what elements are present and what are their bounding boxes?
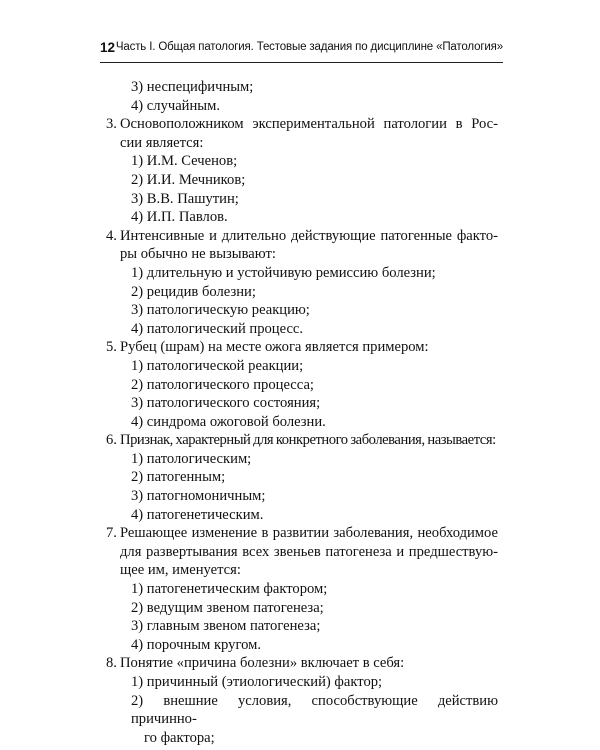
question-text-line: Решающее изменение в развитии заболевания, необходимое [120, 525, 498, 542]
option-item: 2) патогенным; [131, 469, 226, 486]
option-item [106, 692, 498, 729]
option-item: 2) рецидив болезни; [131, 283, 256, 300]
option-item: 1) патогенетическим фактором; [131, 581, 328, 598]
question-3 [106, 115, 498, 152]
option-item: 3) патологическую реакцию; [131, 302, 310, 319]
question-text-line: Основоположником экспериментальной патологии в Рос- [120, 116, 498, 133]
option-item: 3) главным звеном патогенеза; [131, 618, 321, 635]
question-text-line: ры обычно не вызывают: [120, 246, 276, 263]
option-item: 2) патологического процесса; [131, 376, 314, 393]
option-text-line: 2) внешние условия, способствующие действию причинно- [131, 692, 498, 728]
option-item: 3) неспецифичным; [131, 79, 254, 95]
option-item: 1) причинный (этиологический) фактор; [131, 674, 383, 690]
question-4 [106, 227, 498, 264]
question-8 [106, 654, 498, 673]
option-item: 4) порочным кругом. [131, 636, 261, 653]
question-number: 4. [106, 227, 117, 244]
question-text-line: Признак, характерный для конкретного заболевания, называется: [120, 432, 496, 449]
page-number: 12 [100, 40, 116, 55]
option-item: 4) патологический процесс. [131, 320, 304, 337]
option-item: 4) случайным. [131, 97, 220, 114]
question-text-line: Понятие «причина болезни» включает в себя: [120, 655, 405, 672]
option-item: 3) В.В. Пашутин; [131, 190, 239, 207]
page-body [106, 78, 498, 747]
option-item: 3) патологического состояния; [131, 395, 321, 412]
question-text-line: сии является: [120, 134, 204, 151]
question-5 [106, 338, 498, 357]
question-text-line: Интенсивные и длительно действующие патогенные факто- [120, 227, 498, 244]
option-item: 1) патологической реакции; [131, 357, 304, 374]
question-text-line: для развертывания всех звеньев патогенеза и предшествую- [120, 543, 498, 560]
option-item: 4) И.П. Павлов. [131, 209, 228, 226]
question-6 [106, 431, 498, 450]
option-item: 4) синдрома ожоговой болезни. [131, 413, 326, 430]
question-number: 3. [106, 116, 117, 133]
question-text-line: Рубец (шрам) на месте ожога является примером: [120, 339, 429, 356]
question-number: 8. [106, 655, 117, 672]
question-7 [106, 524, 498, 580]
question-number: 7. [106, 525, 117, 542]
question-number: 5. [106, 339, 117, 356]
option-item: 2) И.И. Мечников; [131, 171, 246, 188]
option-item: 4) патогенетическим. [131, 506, 264, 523]
question-number: 6. [106, 432, 117, 449]
option-item: 3) патогномоничным; [131, 488, 266, 505]
option-item: 1) длительную и устойчивую ремиссию болезни; [131, 264, 436, 281]
running-title: Часть I. Общая патология. Тестовые задания по дисциплине «Патология» [115, 41, 503, 53]
option-item: 1) патологическим; [131, 450, 252, 467]
page-header [100, 40, 503, 63]
option-item: 1) И.М. Сеченов; [131, 153, 238, 170]
option-item: 2) ведущим звеном патогенеза; [131, 599, 324, 616]
question-text-line: щее им, именуется: [120, 562, 241, 579]
option-continuation-line: го фактора; [144, 729, 215, 746]
